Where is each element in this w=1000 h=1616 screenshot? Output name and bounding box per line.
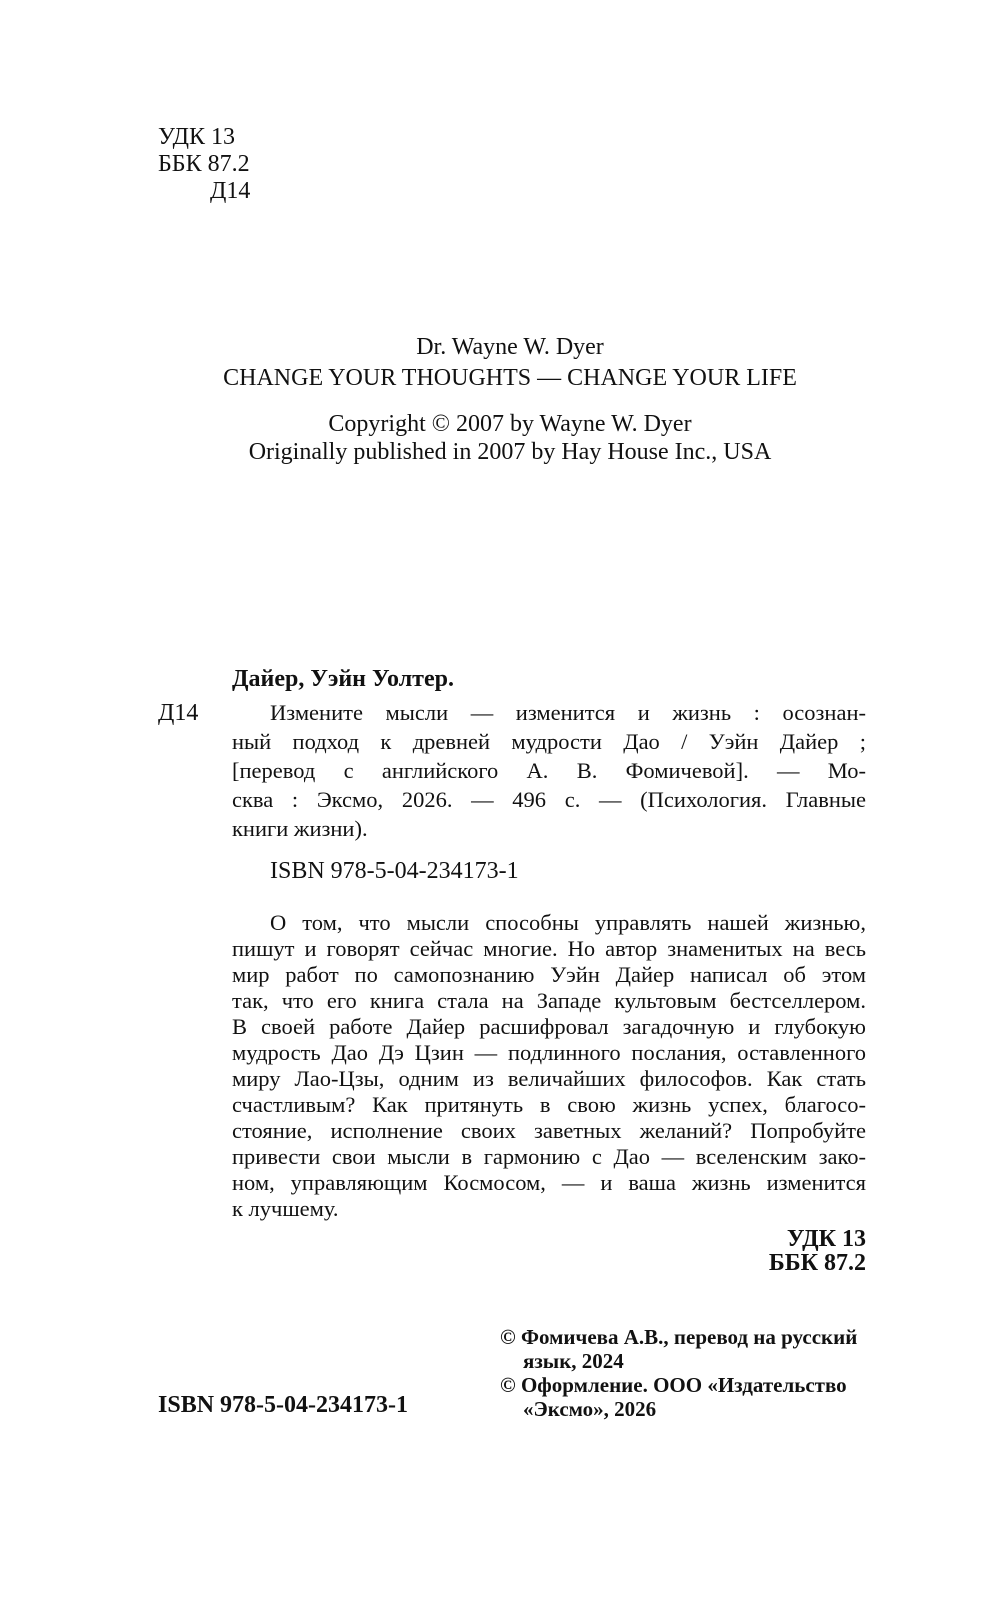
catalog-author-heading: Дайер, Уэйн Уолтер. <box>232 666 454 692</box>
annotation-line: ном, управляющим Космосом, — и ваша жизнь изменится <box>232 1170 866 1195</box>
originally-published-line: Originally published in 2007 by Hay House Inc., USA <box>248 439 772 465</box>
catalog-author-mark: Д14 <box>158 700 199 726</box>
original-title: CHANGE YOUR THOUGHTS — CHANGE YOUR LIFE <box>223 365 797 391</box>
catalog-description-line: книги жизни). <box>232 816 368 841</box>
rights-line: язык, 2024 <box>523 1349 624 1373</box>
annotation-line: миру Лао-Цзы, одним из величайших философов. Как стать <box>232 1066 866 1091</box>
catalog-description-line: сква : Эксмо, 2026. — 496 с. — (Психология. Главные <box>232 787 866 812</box>
annotation-line: счастливым? Как притянуть в свою жизнь успех, благосо- <box>232 1092 866 1117</box>
rights-line: «Эксмо», 2026 <box>523 1397 657 1421</box>
udk-code-bottom: УДК 13 <box>786 1226 866 1252</box>
rights-line: © Оформление. ООО «Издательство <box>500 1373 847 1397</box>
bbk-code-bottom: ББК 87.2 <box>768 1250 866 1276</box>
copyright-line: Copyright © 2007 by Wayne W. Dyer <box>328 411 692 437</box>
catalog-description-line: Измените мысли — изменится и жизнь : осознан- <box>270 700 866 725</box>
catalog-description-line: [перевод с английского А. В. Фомичевой]. — Мо- <box>232 758 866 783</box>
annotation-line: мудрость Дао Дэ Цзин — подлинного послания, оставленного <box>232 1040 866 1065</box>
catalog-description-line: ный подход к древней мудрости Дао / Уэйн Дайер ; <box>232 729 866 754</box>
annotation-line: привести свои мысли в гармонию с Дао — вселенским зако- <box>232 1144 866 1169</box>
rights-line: © Фомичева А.В., перевод на русский <box>500 1325 858 1349</box>
annotation-line: В своей работе Дайер расшифровал загадочную и глубокую <box>232 1014 866 1039</box>
annotation-line: мир работ по самопознанию Уэйн Дайер написал об этом <box>232 962 866 987</box>
udk-code-top: УДК 13 <box>158 124 235 150</box>
catalog-isbn: ISBN 978-5-04-234173-1 <box>270 858 519 884</box>
annotation-line: стояние, исполнение своих заветных желаний? Попробуйте <box>232 1118 866 1143</box>
author-mark-top: Д14 <box>210 178 251 204</box>
annotation-line: к лучшему. <box>232 1196 339 1221</box>
annotation-line: О том, что мысли способны управлять нашей жизнью, <box>270 910 866 935</box>
annotation-line: пишут и говорят сейчас многие. Но автор знаменитых на весь <box>232 936 866 961</box>
isbn-bold: ISBN 978-5-04-234173-1 <box>158 1392 408 1418</box>
annotation-line: так, что его книга стала на Западе культовым бестселлером. <box>232 988 866 1013</box>
original-author: Dr. Wayne W. Dyer <box>416 334 604 360</box>
bbk-code-top: ББК 87.2 <box>158 151 250 177</box>
